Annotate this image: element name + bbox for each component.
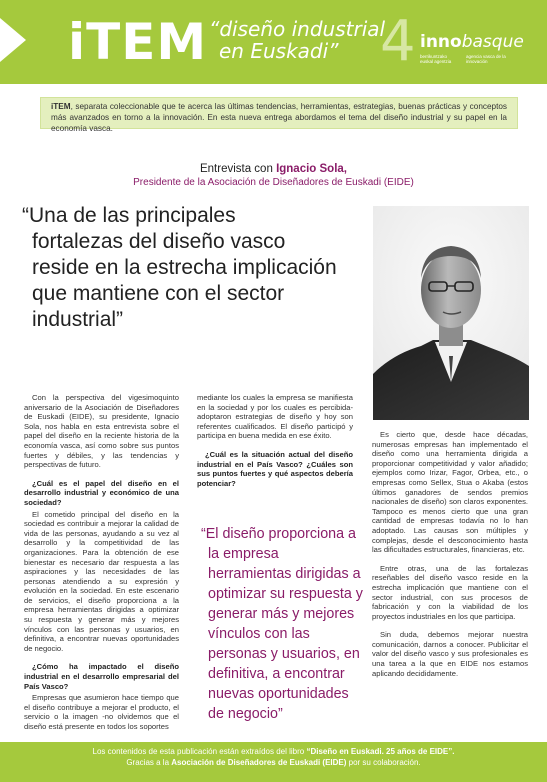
pull-quote-line: generar más y mejores (208, 606, 355, 622)
paragraph: Entre otras, una de las fortalezas reseñables del diseño vasco reside en la estrecha implicación que mantiene con el sector industrial, con sus procesos de fabricación y con la viabilidad de los proyectos industriales en los que participa. (372, 563, 528, 621)
tagline-line-1: “diseño industrial (209, 17, 386, 41)
paragraph: Sin duda, debemos mejorar nuestra comunicación, darnos a conocer. Publicitar el valor del diseño vasco y sus profesionales es una tarea a la que en EIDE nos estamos aplicando decididamente. (372, 630, 528, 678)
pull-quote (201, 524, 363, 724)
portrait-photo (373, 206, 529, 420)
pull-quote-line: nuevas oportunidades (208, 686, 349, 702)
footer-book-title: “Diseño en Euskadi. 25 años de EIDE”. (306, 747, 455, 756)
paragraph: Empresas que asumieron hace tiempo que el diseño contribuye a mejorar el producto, el servicio o la imagen -no olvidemos que el diseño está presente en todos los soportes (24, 693, 179, 731)
body-column-3 (372, 430, 528, 678)
main-quote-line: industrial” (32, 308, 124, 331)
partner-sub-eu: berrikuntzako euskal agentzia (420, 54, 452, 64)
paragraph: mediante los cuales la empresa se manifiesta en la sociedad y por los cuales es percibida- adoptaron estrategias de diseño y hoy son referentes cualificados. El diseño participó y participa en buena medida en ese éxito. (197, 393, 353, 441)
arrow-icon (0, 18, 26, 62)
paragraph: Es cierto que, desde hace décadas, numerosas empresas han implementado el diseño como una herramienta dirigida a proporcionar competitividad y valor añadido; ejemplos como Irizar, Fagor, Orbea, etc., o empresas como Sellex, Stua o Akaba (estos últimos ganadores de sendos premios nacionales de diseño) son claros exponentes. Tampoco es menos cierto que una gran cantidad de empresas todavía no lo han adoptado. Las causas son múltiples y complejas, desde el desconocimiento hasta las dificultades estructurales, financieras, etc. (372, 430, 528, 555)
interviewee-role: Presidente de la Asociación de Diseñadores de Euskadi (EIDE) (133, 177, 414, 188)
pull-quote-line: de negocio” (208, 706, 283, 722)
main-quote (22, 203, 374, 333)
pull-quote-line: personas y usuarios, en (208, 646, 360, 662)
footer-association: Asociación de Diseñadores de Euskadi (EIDE) (171, 758, 347, 767)
partner-sub-es: agencia vasca de la innovación (466, 54, 506, 64)
intro-text: , separata coleccionable que te acerca las últimas tendencias, herramientas, estrategias, buenas prácticas y conceptos más avanzados en torno a la innovación. En esta nueva entrega abordamos el tema del diseño industrial y su papel en la economía vasca. (51, 102, 507, 133)
partner-logo-bold: inno (420, 32, 462, 52)
tagline-line-2: en Euskadi” (219, 39, 339, 63)
main-quote-line: reside en la estrecha implicación (32, 256, 337, 279)
intro-brand: iTEM (51, 102, 71, 111)
pull-quote-line: vínculos con las (208, 626, 310, 642)
paragraph: El cometido principal del diseño en la sociedad es contribuir a mejorar la calidad de vida de las personas, ayudando a su vez al desarrollo y la competitividad de las organizaciones. Para la obtención de ese bienestar es necesario dar respuesta a las aspiraciones y las necesidades de las personas atendiendo a su expresión y evolución en la sociedad. En este escenario de servicios, el diseño proporciona a la empresa herramientas dirigidas a optimizar su respuesta y generar más y mejores vínculos con las personas y usuarios, en definitiva, a encontrar nuevas oportunidades de negocio. (24, 509, 179, 653)
footer-band (0, 742, 547, 782)
header-band (0, 0, 547, 84)
paragraph: Con la perspectiva del vigesimoquinto aniversario de la Asociación de Diseñadores de Euskadi (EIDE), su presidente, Ignacio Sola, nos habla en esta entrevista sobre el papel del diseño en la reciente historia de la economía vasca, así como sobre sus puntos fuertes y débiles, y las tendencias y perspectivas de futuro. (24, 393, 179, 470)
pull-quote-line: “El diseño proporciona a (201, 526, 356, 542)
body-column-1 (24, 393, 179, 732)
question-heading: ¿Cómo ha impactado el diseño industrial en el desarrollo empresarial del País Vasco? (24, 662, 179, 691)
issue-number: 4 (380, 9, 416, 74)
partner-logo-light: basque (461, 32, 524, 52)
question-heading: ¿Cuál es el papel del diseño en el desarrollo industrial y económico de una sociedad? (24, 478, 179, 507)
question-heading: ¿Cuál es la situación actual del diseño industrial en el País Vasco? ¿Cuáles son sus puntos fuertes y qué aspectos debería potenciar? (197, 449, 353, 488)
body-column-2 (197, 393, 353, 490)
main-quote-line: “Una de las principales (22, 204, 236, 227)
interview-heading (0, 162, 547, 189)
innobasque-logo (420, 33, 540, 64)
footer-text: Gracias a la (126, 758, 172, 767)
pull-quote-line: la empresa (208, 546, 279, 562)
footer-text: Los contenidos de esta publicación están extraídos del libro (92, 747, 307, 756)
main-quote-line: que mantiene con el sector (32, 282, 285, 305)
main-quote-line: fortalezas del diseño vasco (32, 230, 286, 253)
pull-quote-line: optimizar su respuesta y (208, 586, 363, 602)
interview-prefix: Entrevista con (199, 163, 277, 175)
header-tagline (209, 17, 386, 63)
pull-quote-line: herramientas dirigidas a (208, 566, 361, 582)
footer-text: por su colaboración. (346, 758, 421, 767)
intro-strip (40, 97, 518, 133)
pull-quote-line: definitiva, a encontrar (208, 666, 345, 682)
brand-logo: iTEM (68, 13, 208, 71)
interviewee-name: Ignacio Sola, (276, 163, 347, 175)
